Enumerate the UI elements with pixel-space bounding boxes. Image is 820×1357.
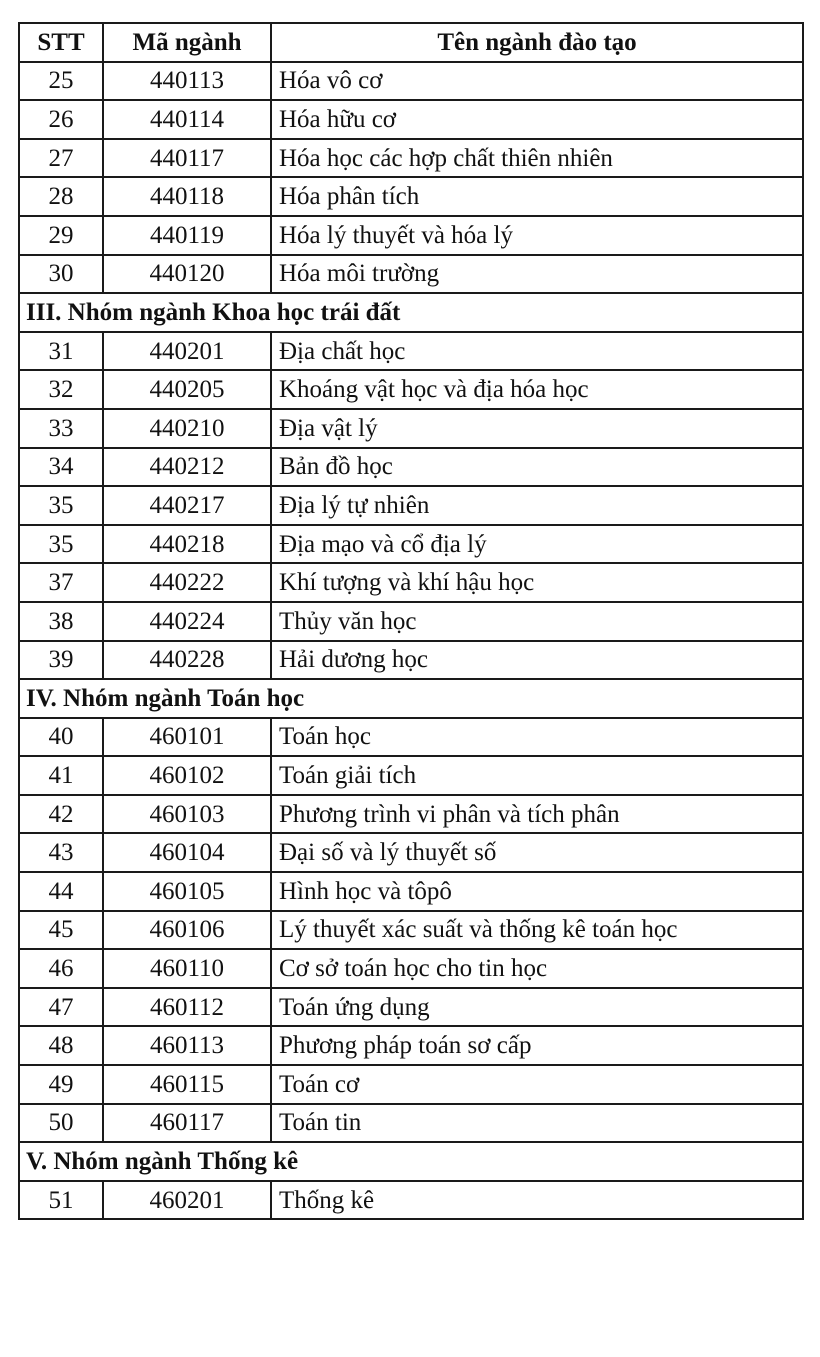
- stt-cell: 35: [19, 525, 103, 564]
- stt-cell: 26: [19, 100, 103, 139]
- stt-cell: 40: [19, 718, 103, 757]
- header-code: Mã ngành: [103, 23, 271, 62]
- stt-cell: 28: [19, 177, 103, 216]
- name-cell: Cơ sở toán học cho tin học: [271, 949, 803, 988]
- stt-cell: 30: [19, 255, 103, 294]
- name-cell: Địa vật lý: [271, 409, 803, 448]
- name-cell: Hóa môi trường: [271, 255, 803, 294]
- group-heading: IV. Nhóm ngành Toán học: [19, 679, 803, 718]
- group-heading: V. Nhóm ngành Thống kê: [19, 1142, 803, 1181]
- name-cell: Đại số và lý thuyết số: [271, 833, 803, 872]
- table-header: [19, 23, 803, 62]
- table-row: [19, 409, 803, 448]
- stt-cell: 35: [19, 486, 103, 525]
- stt-cell: 29: [19, 216, 103, 255]
- stt-cell: 39: [19, 641, 103, 680]
- code-cell: 440224: [103, 602, 271, 641]
- table-row: [19, 756, 803, 795]
- code-cell: 460104: [103, 833, 271, 872]
- table-row: [19, 718, 803, 757]
- stt-cell: 47: [19, 988, 103, 1027]
- table-row: [19, 216, 803, 255]
- name-cell: Địa lý tự nhiên: [271, 486, 803, 525]
- code-cell: 460112: [103, 988, 271, 1027]
- stt-cell: 45: [19, 911, 103, 950]
- code-cell: 460102: [103, 756, 271, 795]
- table-row: [19, 255, 803, 294]
- stt-cell: 49: [19, 1065, 103, 1104]
- table-row: [19, 525, 803, 564]
- stt-cell: 25: [19, 62, 103, 101]
- name-cell: Khoáng vật học và địa hóa học: [271, 370, 803, 409]
- name-cell: Toán học: [271, 718, 803, 757]
- stt-cell: 32: [19, 370, 103, 409]
- group-heading-row: [19, 1142, 803, 1181]
- code-cell: 440217: [103, 486, 271, 525]
- table-row: [19, 988, 803, 1027]
- table-row: [19, 641, 803, 680]
- stt-cell: 34: [19, 448, 103, 487]
- stt-cell: 42: [19, 795, 103, 834]
- code-cell: 460110: [103, 949, 271, 988]
- code-cell: 440114: [103, 100, 271, 139]
- code-cell: 440120: [103, 255, 271, 294]
- header-name: Tên ngành đào tạo: [271, 23, 803, 62]
- table-row: [19, 1181, 803, 1220]
- code-cell: 440117: [103, 139, 271, 178]
- name-cell: Hình học và tôpô: [271, 872, 803, 911]
- name-cell: Phương trình vi phân và tích phân: [271, 795, 803, 834]
- table-row: [19, 370, 803, 409]
- code-cell: 440222: [103, 563, 271, 602]
- code-cell: 440201: [103, 332, 271, 371]
- name-cell: Địa chất học: [271, 332, 803, 371]
- header-row: [19, 23, 803, 62]
- table-row: [19, 177, 803, 216]
- name-cell: Phương pháp toán sơ cấp: [271, 1026, 803, 1065]
- table-row: [19, 872, 803, 911]
- name-cell: Hóa hữu cơ: [271, 100, 803, 139]
- table-row: [19, 448, 803, 487]
- table-row: [19, 1065, 803, 1104]
- table-row: [19, 1104, 803, 1143]
- stt-cell: 46: [19, 949, 103, 988]
- group-heading-row: [19, 679, 803, 718]
- stt-cell: 50: [19, 1104, 103, 1143]
- name-cell: Thống kê: [271, 1181, 803, 1220]
- code-cell: 460113: [103, 1026, 271, 1065]
- name-cell: Toán tin: [271, 1104, 803, 1143]
- code-cell: 440212: [103, 448, 271, 487]
- group-heading-row: [19, 293, 803, 332]
- stt-cell: 51: [19, 1181, 103, 1220]
- group-heading: III. Nhóm ngành Khoa học trái đất: [19, 293, 803, 332]
- code-cell: 460101: [103, 718, 271, 757]
- table-row: [19, 62, 803, 101]
- code-cell: 440218: [103, 525, 271, 564]
- table-row: [19, 949, 803, 988]
- table-row: [19, 100, 803, 139]
- table-row: [19, 602, 803, 641]
- name-cell: Hóa vô cơ: [271, 62, 803, 101]
- name-cell: Bản đồ học: [271, 448, 803, 487]
- stt-cell: 38: [19, 602, 103, 641]
- name-cell: Hóa lý thuyết và hóa lý: [271, 216, 803, 255]
- code-cell: 460106: [103, 911, 271, 950]
- name-cell: Hóa phân tích: [271, 177, 803, 216]
- majors-table: [18, 22, 804, 1220]
- code-cell: 440119: [103, 216, 271, 255]
- table-row: [19, 911, 803, 950]
- table-body: [19, 62, 803, 1220]
- name-cell: Lý thuyết xác suất và thống kê toán học: [271, 911, 803, 950]
- table-row: [19, 332, 803, 371]
- stt-cell: 33: [19, 409, 103, 448]
- stt-cell: 48: [19, 1026, 103, 1065]
- code-cell: 440210: [103, 409, 271, 448]
- stt-cell: 37: [19, 563, 103, 602]
- name-cell: Thủy văn học: [271, 602, 803, 641]
- code-cell: 440205: [103, 370, 271, 409]
- name-cell: Địa mạo và cổ địa lý: [271, 525, 803, 564]
- table-row: [19, 563, 803, 602]
- header-stt: STT: [19, 23, 103, 62]
- table-row: [19, 139, 803, 178]
- stt-cell: 31: [19, 332, 103, 371]
- table-row: [19, 486, 803, 525]
- name-cell: Toán giải tích: [271, 756, 803, 795]
- code-cell: 440228: [103, 641, 271, 680]
- code-cell: 440118: [103, 177, 271, 216]
- name-cell: Hóa học các hợp chất thiên nhiên: [271, 139, 803, 178]
- code-cell: 460117: [103, 1104, 271, 1143]
- table-row: [19, 1026, 803, 1065]
- table-row: [19, 833, 803, 872]
- code-cell: 460201: [103, 1181, 271, 1220]
- code-cell: 460115: [103, 1065, 271, 1104]
- name-cell: Toán ứng dụng: [271, 988, 803, 1027]
- code-cell: 460103: [103, 795, 271, 834]
- code-cell: 460105: [103, 872, 271, 911]
- name-cell: Hải dương học: [271, 641, 803, 680]
- name-cell: Khí tượng và khí hậu học: [271, 563, 803, 602]
- name-cell: Toán cơ: [271, 1065, 803, 1104]
- table-row: [19, 795, 803, 834]
- code-cell: 440113: [103, 62, 271, 101]
- stt-cell: 41: [19, 756, 103, 795]
- stt-cell: 43: [19, 833, 103, 872]
- stt-cell: 44: [19, 872, 103, 911]
- stt-cell: 27: [19, 139, 103, 178]
